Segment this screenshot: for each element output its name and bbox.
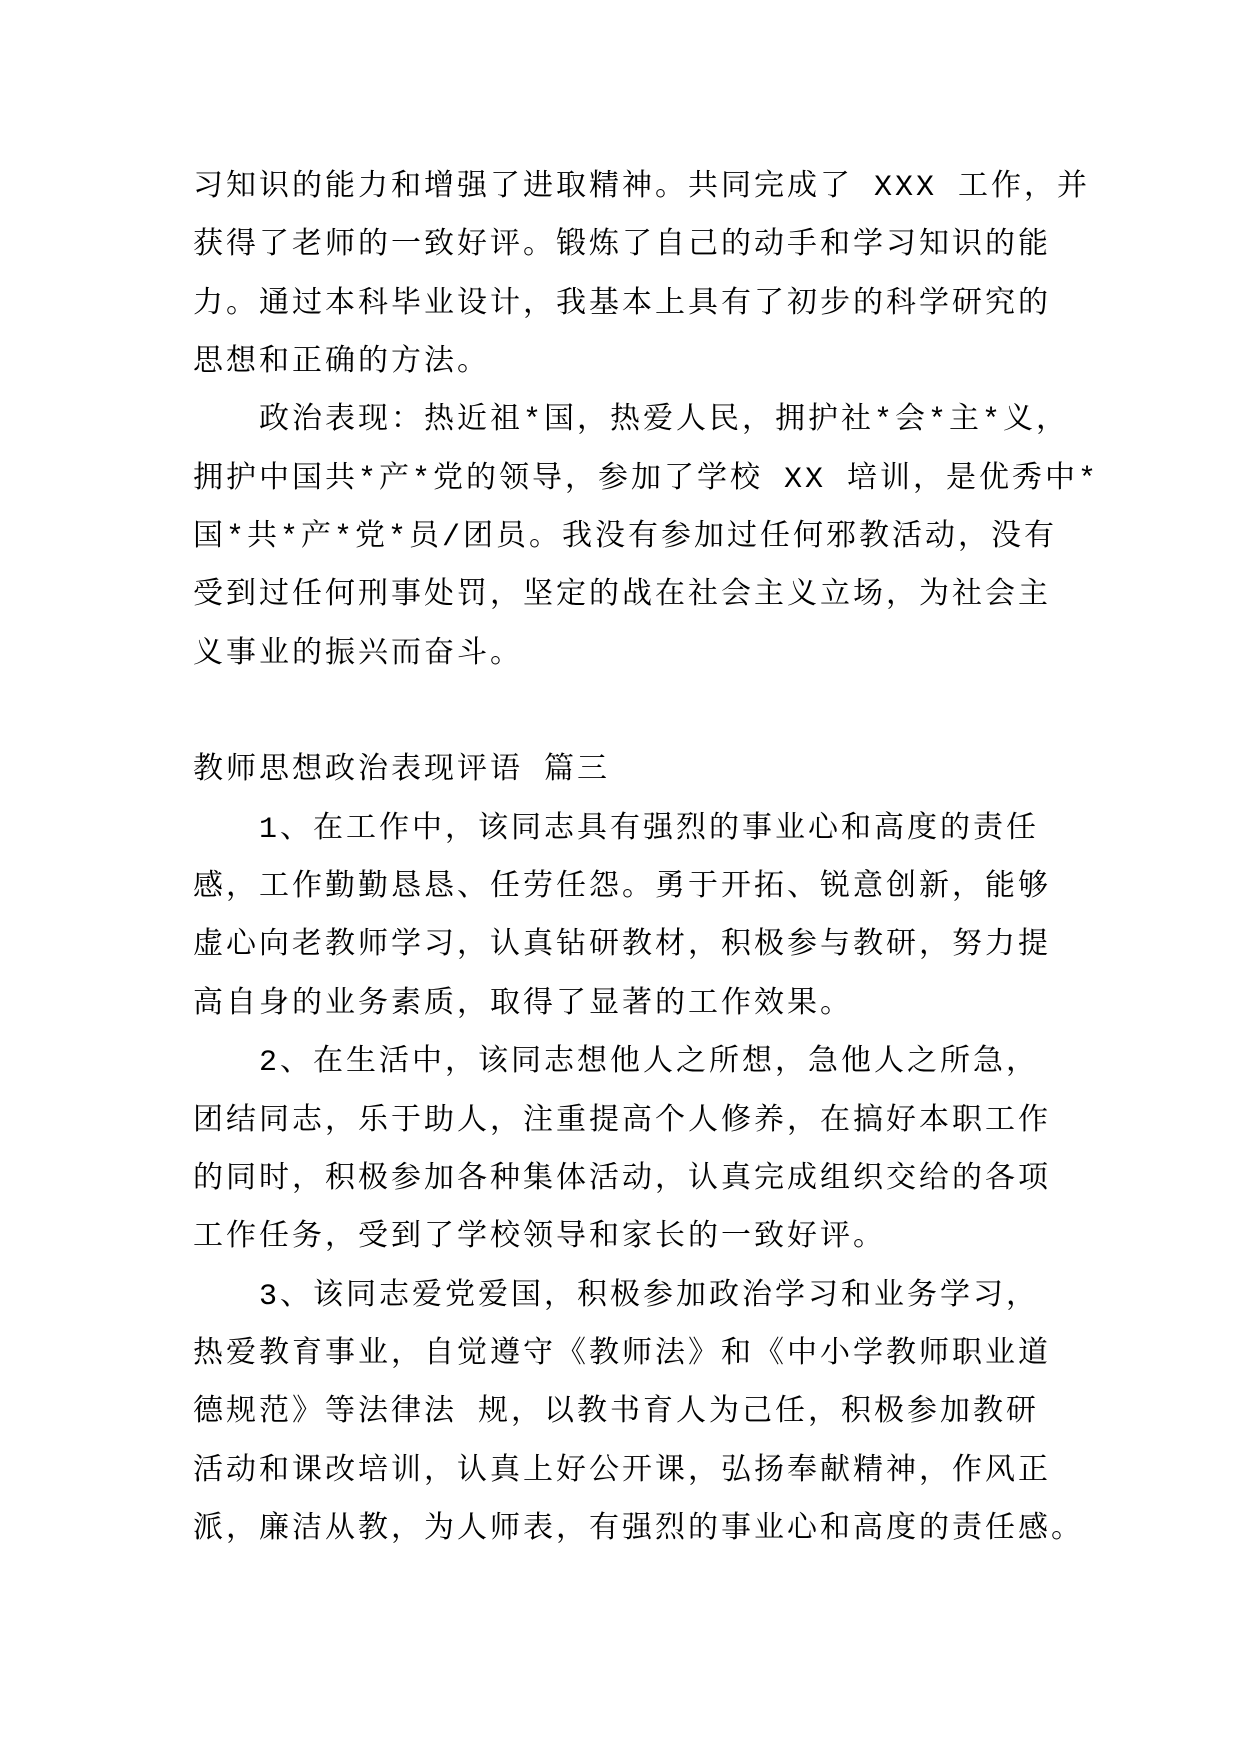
text-line: 拥护中国共*产*党的领导，参加了学校 XX 培训，是优秀中* — [193, 462, 1100, 497]
text-line: 高自身的业务素质，取得了显著的工作效果。 — [193, 987, 853, 1022]
paragraph-item-2 — [193, 1034, 1073, 1267]
text-line: 派，廉洁从教，为人师表，有强烈的事业心和高度的责任感。 — [193, 1512, 1084, 1547]
text-line: 2、在生活中，该同志想他人之所想，急他人之所急， — [259, 1046, 1040, 1081]
text-line: 习知识的能力和增强了进取精神。共同完成了 XXX 工作，并 — [193, 171, 1091, 205]
text-line: 德规范》等法律法 规，以教书育人为己任，积极参加教研 — [193, 1396, 1040, 1431]
paragraph-item-3 — [193, 1268, 1084, 1560]
text-line: 3、该同志爱党爱国，积极参加政治学习和业务学习， — [259, 1279, 1040, 1314]
text-line: 感，工作勤勤恳恳、任劳任怨。勇于开拓、锐意创新，能够 — [193, 871, 1051, 906]
text-line: 思想和正确的方法。 — [193, 346, 490, 381]
section-heading-block — [193, 742, 1073, 800]
section-heading: 教师思想政治表现评语 篇三 — [193, 754, 611, 789]
document-body — [193, 159, 1100, 1559]
text-line: 团结同志，乐于助人，注重提高个人修养，在搞好本职工作 — [193, 1104, 1051, 1139]
text-line: 获得了老师的一致好评。锻炼了自己的动手和学习知识的能 — [193, 229, 1051, 264]
text-line: 活动和课改培训，认真上好公开课，弘扬奉献精神，作风正 — [193, 1454, 1051, 1489]
paragraph-political-performance — [193, 392, 1100, 684]
text-line: 工作任务，受到了学校领导和家长的一致好评。 — [193, 1221, 886, 1256]
paragraph-item-1 — [193, 801, 1073, 1034]
text-line: 的同时，积极参加各种集体活动，认真完成组织交给的各项 — [193, 1162, 1051, 1197]
text-line: 力。通过本科毕业设计，我基本上具有了初步的科学研究的 — [193, 287, 1051, 322]
paragraph-study-summary — [193, 159, 1091, 392]
text-line: 义事业的振兴而奋斗。 — [193, 637, 523, 672]
text-line: 政治表现：热近祖*国，热爱人民，拥护社*会*主*义， — [259, 404, 1070, 439]
text-line: 1、在工作中，该同志具有强烈的事业心和高度的责任 — [259, 812, 1040, 847]
text-line: 国*共*产*党*员/团员。我没有参加过任何邪教活动，没有 — [193, 521, 1058, 556]
text-line: 热爱教育事业，自觉遵守《教师法》和《中小学教师职业道 — [193, 1337, 1051, 1372]
text-line: 虚心向老教师学习，认真钻研教材，积极参与教研，努力提 — [193, 929, 1051, 964]
text-line: 受到过任何刑事处罚，坚定的战在社会主义立场，为社会主 — [193, 579, 1051, 614]
